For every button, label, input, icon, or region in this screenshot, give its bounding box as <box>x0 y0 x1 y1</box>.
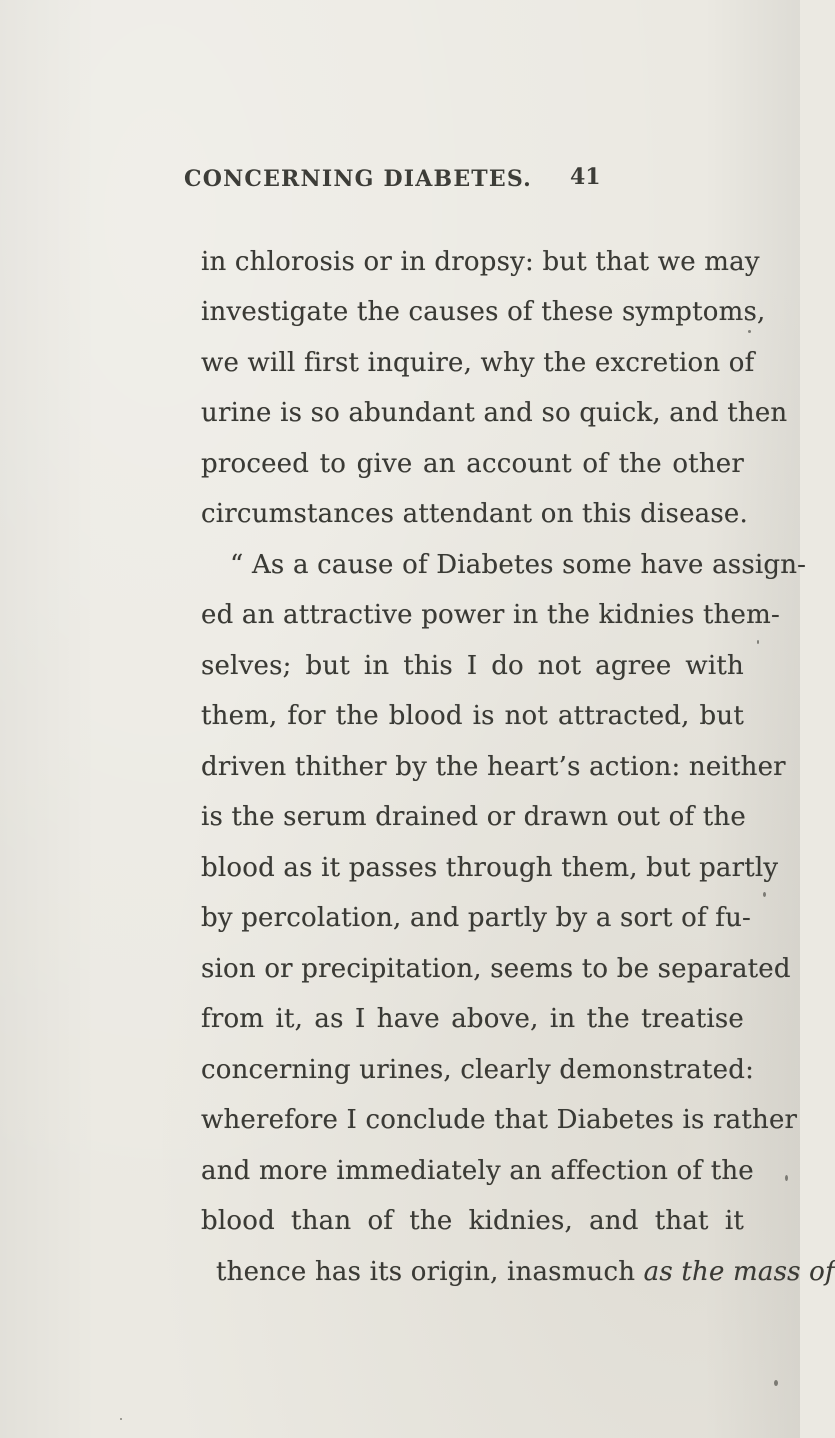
text-line: we will first inquire, why the excretion of <box>201 348 755 378</box>
text-line-last <box>216 1256 835 1288</box>
running-title: CONCERNING DIABETES. <box>184 166 533 192</box>
paper-speck <box>757 640 759 644</box>
text-line: wherefore I conclude that Diabetes is rather <box>201 1105 798 1135</box>
text-line: from it, as I have above, in the treatise <box>201 1004 744 1034</box>
text-line: investigate the causes of these symptoms, <box>201 297 766 327</box>
paper-speck <box>748 330 751 333</box>
text-line: sion or precipitation, seems to be separated <box>201 954 791 984</box>
text-line: concerning urines, clearly demonstrated: <box>201 1055 755 1085</box>
paper-speck <box>120 1418 122 1420</box>
text-line: blood than of the kidnies, and that it <box>201 1206 744 1236</box>
text-line: proceed to give an account of the other <box>201 449 744 479</box>
paper-speck <box>763 892 766 897</box>
page-number: 41 <box>570 164 601 190</box>
last-line-roman: thence has its origin, inasmuch <box>216 1257 644 1287</box>
text-line: by percolation, and partly by a sort of fu- <box>201 903 752 933</box>
text-line: and more immediately an affection of the <box>201 1156 754 1186</box>
text-line: them, for the blood is not attracted, but <box>201 701 744 731</box>
last-line-italic: as the mass of <box>643 1257 835 1287</box>
text-line: selves; but in this I do not agree with <box>201 651 744 681</box>
text-line: is the serum drained or drawn out of the <box>201 802 746 832</box>
text-line: driven thither by the heart’s action: neither <box>201 752 786 782</box>
text-line: circumstances attendant on this disease. <box>201 499 748 529</box>
text-line: urine is so abundant and so quick, and then <box>201 398 788 428</box>
paper-speck <box>785 1175 788 1181</box>
paper-speck <box>774 1380 778 1386</box>
text-line: blood as it passes through them, but partly <box>201 853 779 883</box>
text-line: “ As a cause of Diabetes some have assign- <box>230 550 807 580</box>
text-line: in chlorosis or in dropsy: but that we may <box>201 247 760 277</box>
text-line: ed an attractive power in the kidnies them- <box>201 600 780 630</box>
